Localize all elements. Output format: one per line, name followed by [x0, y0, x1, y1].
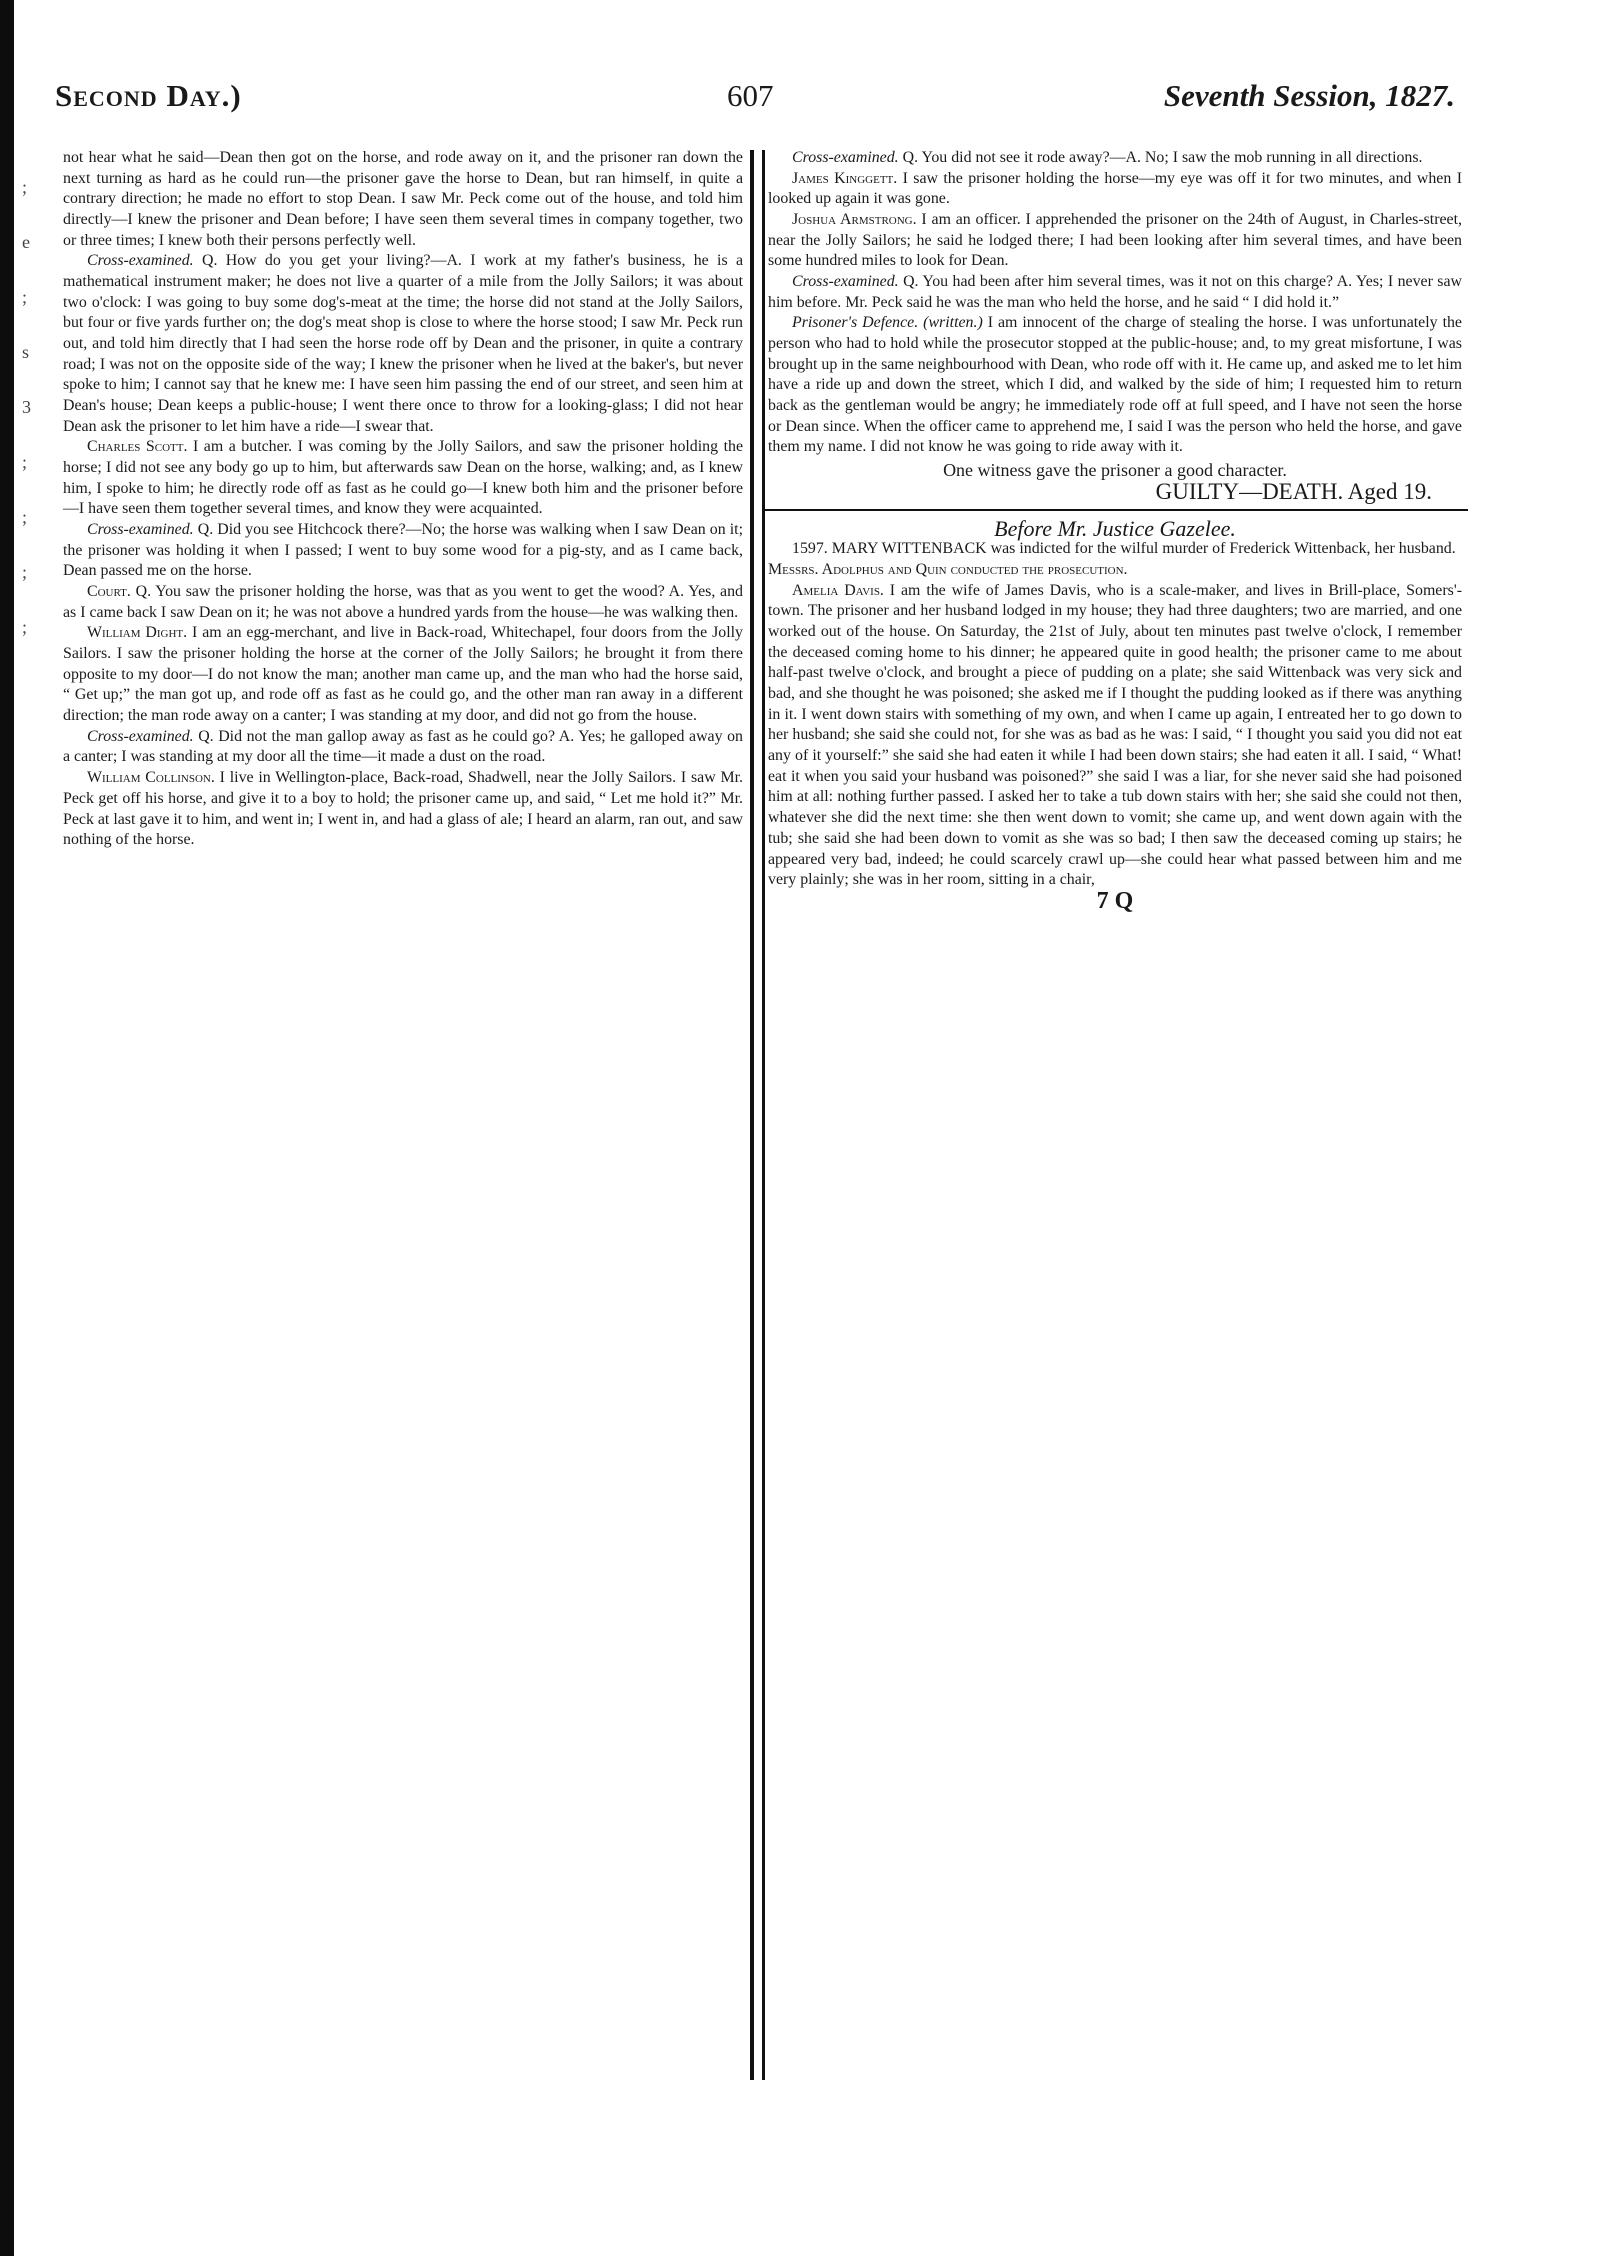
left-column [63, 148, 743, 2148]
paragraph-text: I am an egg-merchant, and live in Back-road, Whitechapel, four doors from the Jolly Sailors. I saw the prisoner holding the horse at the corner of the Jolly Sailors; he brought it from there opposite to my door—I do not know the man; another man came up, and the man who had the horse said, “ Get up;” the man got up, and rode off as fast as he could go, and the other man ran away in a different direction; the man rode away on a canter; I was standing at my door, and did not go from the house. [63, 624, 743, 725]
paragraph-lead: Cross-examined. [792, 149, 899, 166]
paragraph [63, 148, 743, 251]
paragraph-lead: Prisoner's Defence. (written.) [792, 314, 983, 332]
margin-mark: s [22, 342, 30, 362]
paragraph-text: Q. You had been after him several times, was it not on this charge? A. Yes; I never saw him before. Mr. Peck said he was the man who held the horse, and he said “ I did hold it.” [768, 273, 1462, 311]
signature-mark: 7 Q [1096, 887, 1134, 914]
paragraph [63, 623, 743, 726]
paragraph-text: Q. Did you see Hitchcock there?—No; the horse was walking when I saw Dean on it; the prisoner was holding it when I passed; I went to buy some wood for a pig-sty, and as I came back, Dean passed me on the horse. [63, 521, 743, 580]
paragraph [63, 437, 743, 520]
margin-mark: 3 [22, 397, 31, 417]
paragraph-text: I am the wife of James Davis, who is a scale-maker, and lives in Brill-place, Somers'-town. The prisoner and her husband lodged in my house; they had three daughters; two are married, and one worked out of the house. On Saturday, the 21st of July, about ten minutes past twelve o'clock, I remember the deceased coming home to his dinner; he appeared quite in good health; the prisoner came to me about half-past twelve o'clock, and brought a piece of pudding on a plate; she said Wittenback was very sick and bad, and she thought he was poisoned; she asked me if I thought the pudding looked as if there was anything in it. I went down stairs with something of my own, and when I came up again, I entreated her to go down to her husband; she said she could not, for she was as bad as he was: I said, “ I thought you said you did not eat any of it yourself:” she said she had eaten it while I had been down stairs; she had eaten it all. I said, “ What! eat it when you said your husband was poisoned?” she said I was a liar, for she never said she had poisoned him at all: nothing further passed. I asked her to take a tub down stairs with her; she said she could not then, whatever she did the next time: she then went down to vomit; she came up, and went down again with the tub; she said she had been down to vomit as she was so bad; I then saw the deceased coming up stairs; he appeared very bad, indeed; he could scarcely crawl up—she could hear what passed between him and me very plainly; she was in her room, sitting in a chair, [768, 581, 1462, 889]
header-right: Seventh Session, 1827. [1163, 78, 1455, 113]
paragraph-text: Q. How do you get your living?—A. I work at my father's business, he is a mathematical instrument maker; he does not live a quarter of a mile from the Jolly Sailors; it was about two o'clock: I was going to buy some dog's-meat at the time; the horse did not stand at the Jolly Sailors, but four or five yards further on; the dog's meat shop is close to where the horse stood; I saw Mr. Peck run out, and told him directly that I had seen the horse rode off by Dean and the prisoner, in quite a contrary road; I was not on the opposite side of the way; I knew the prisoner when he lived at the baker's, but never spoke to him; I cannot say that he knew me: I have seen him passing the end of our street, and seen him at Dean's house; Dean keeps a public-house; I went there once to throw for a looking-glass; I did not hear Dean ask the prisoner to let him have a ride—I swear that. [63, 252, 743, 435]
margin-mark: ; [22, 287, 28, 307]
paragraph-lead: Court. [87, 583, 131, 601]
paragraph-lead: 1597. MARY WITTENBACK [792, 540, 987, 558]
paragraph-text: I am an officer. I apprehended the prisoner on the 24th of August, in Charles-street, near the Jolly Sailors; he said he lodged there; I had been looking after him several times, and have been some hundred miles to look for Dean. [768, 211, 1462, 270]
margin-mark: ; [22, 617, 28, 637]
paragraph-lead: Cross-examined. [87, 252, 194, 270]
margin-mark: ; [22, 562, 28, 582]
page-number: 607 [727, 78, 774, 113]
margin-mark: e [22, 232, 30, 252]
column-divider [750, 150, 765, 2080]
paragraph [63, 727, 743, 768]
paragraph-lead: Joshua Armstrong. [792, 211, 917, 229]
paragraph-lead: William Collinson. [87, 769, 215, 787]
paragraph-lead: Charles Scott. [87, 438, 188, 456]
paragraph [768, 148, 1462, 169]
paragraph [768, 169, 1462, 210]
paragraph-lead: Cross-examined. [792, 273, 899, 291]
header-left: Second Day.) [55, 78, 242, 113]
paragraph-text: was indicted for the wilful murder of Frederick Wittenback, her husband. [986, 540, 1456, 558]
paragraph-text: not hear what he said—Dean then got on the horse, and rode away on it, and the prisoner ran down the next turning as hard as he could run—the prisoner gave the horse to Dean, but ran himself, in quite a contrary direction; he made no effort to stop Dean. I saw Mr. Peck come out of the house, and told him directly—I knew the prisoner and Dean before; I have seen them several times in company together, two or three times; I knew both their persons perfectly well. [63, 149, 743, 249]
paragraph-text: I live in Wellington-place, Back-road, Shadwell, near the Jolly Sailors. I saw Mr. Peck get off his horse, and give it to a boy to hold; the prisoner came up, and said, “ Let me hold it?” Mr. Peck at last gave it to him, and went in; I went in, and had a glass of ale; I heard an alarm, ran out, and saw nothing of the horse. [63, 769, 743, 849]
paragraph-text: I saw the prisoner holding the horse—my eye was off it for two minutes, and when I looked up again it was gone. [768, 169, 1462, 208]
paragraph-text: Q. You did not see it rode away?—A. No; I saw the mob running in all directions. [898, 149, 1423, 166]
paragraph-lead: Amelia Davis. [792, 581, 884, 599]
paragraph-lead: James Kinggett. [792, 169, 898, 187]
page-header [55, 78, 1455, 128]
verdict: GUILTY—DEATH. Aged 19. [1155, 479, 1432, 505]
paragraph-text: I am a butcher. I was coming by the Jolly Sailors, and saw the prisoner holding the horse; I did not see any body go up to him, but afterwards saw Dean on the horse, walking; and, as I knew him, I spoke to him; he directly rode off as fast as he could go—I knew both him and the prisoner before—I have seen them together several times, and know they were acquainted. [63, 438, 743, 518]
right-column [768, 148, 1462, 2148]
paragraph [768, 313, 1462, 458]
paragraph [63, 768, 743, 851]
paragraph-lead: Messrs. Adolphus and Quin conducted the prosecution. [768, 561, 1128, 579]
paragraph [768, 272, 1462, 313]
court-heading: Before Mr. Justice Gazelee. [994, 515, 1236, 541]
paragraph-text: Q. Did not the man gallop away as fast as he could go? A. Yes; he galloped away on a canter; I was standing at my door all the time—it made a dust on the road. [63, 727, 743, 766]
paragraph-text: I am innocent of the charge of stealing the horse. I was unfortunately the person who had to hold while the prosecutor stopped at the public-house; and, to my great misfortune, I was brought up in the same neighbourhood with Dean, who rode off with it. He came up, and asked me to let him have a ride up and down the street, which I did, and walked by the side of him; I requested him to return back as the gentleman would be angry; he immediately rode off at full speed, and I have not seen the horse or Dean since. When the officer came to apprehend me, I said I was the person who held the horse, and gave them my name. I did not know he was going to ride away with it. [768, 314, 1462, 456]
margin-marks [22, 160, 36, 655]
paragraph [63, 520, 743, 582]
right-column-bottom [768, 539, 1462, 890]
paragraph-lead: William Dight. [87, 624, 188, 642]
paragraph [63, 251, 743, 437]
scan-edge [0, 0, 14, 2256]
right-column-top [768, 148, 1462, 458]
paragraph-lead: Cross-examined. [87, 727, 194, 745]
paragraph [768, 581, 1462, 891]
paragraph [768, 560, 1462, 581]
character-note: One witness gave the prisoner a good character. [943, 460, 1287, 481]
margin-mark: ; [22, 452, 28, 472]
margin-mark: ; [22, 177, 28, 197]
paragraph-text: Q. You saw the prisoner holding the horse, was that as you went to get the wood? A. Yes, and as I came back I saw Dean on it; he was not above a hundred yards from the house—he was walking then. [63, 583, 743, 621]
paragraph-lead: Cross-examined. [87, 521, 194, 539]
paragraph [63, 582, 743, 623]
paragraph [768, 539, 1462, 560]
section-rule [762, 509, 1468, 511]
paragraph [768, 210, 1462, 272]
margin-mark: ; [22, 507, 28, 527]
